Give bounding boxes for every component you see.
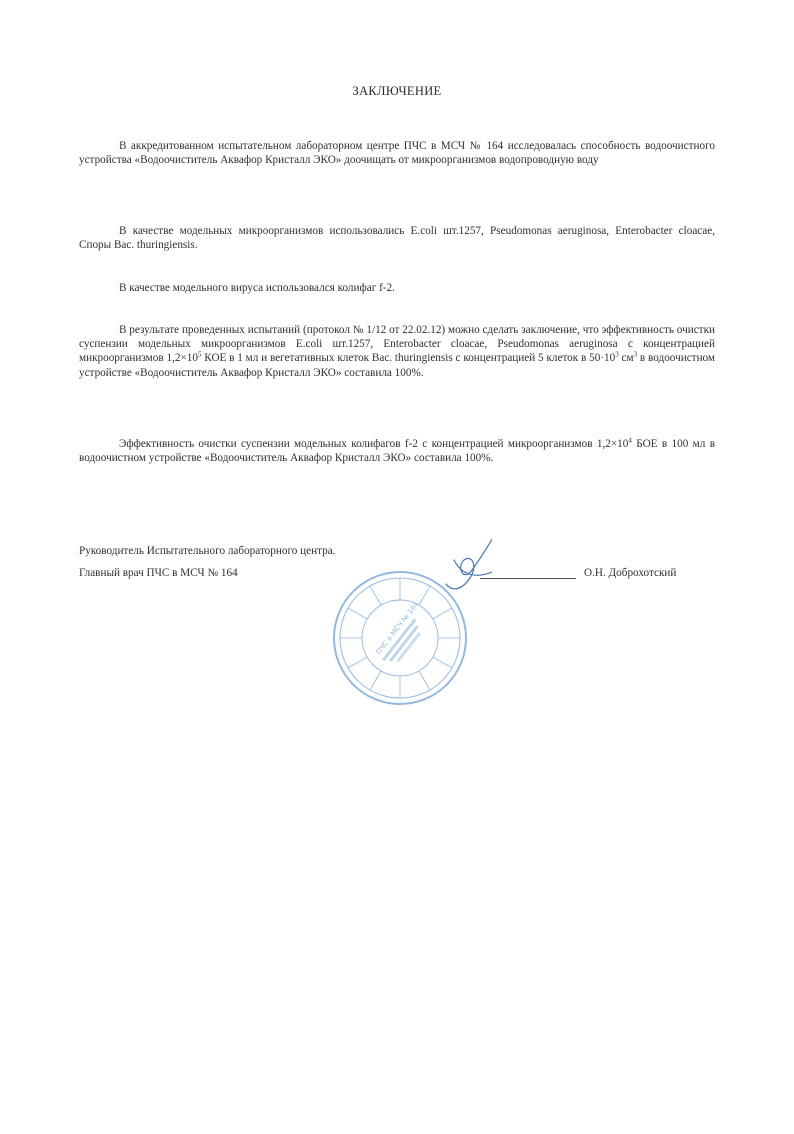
signer-title: Главный врач ПЧС в МСЧ № 164 — [79, 567, 238, 579]
coliphage-sup-1: 4 — [628, 436, 632, 445]
official-stamp — [322, 520, 492, 710]
coliphage-text-1: Эффективность очистки суспензии модельных колифагов f-2 с концентрацией микроорганизмов 1,2×10 — [119, 438, 629, 450]
results-sup-2: 3 — [615, 350, 619, 359]
signer-name: О.Н. Доброхотский — [584, 567, 677, 579]
paragraph-virus: В качестве модельного вируса использовался колифаг f-2. — [119, 282, 395, 294]
results-text-2: КОЕ в 1 мл и вегетативных клеток Bac. thuringiensis с концентрацией 5 клеток в 50·10 — [201, 352, 616, 365]
paragraph-coliphage-results — [79, 437, 715, 465]
signer-position: Руководитель Испытательного лабораторного центра. — [79, 545, 336, 557]
stamp-text: ПЧС в МСЧ № 164 — [374, 600, 421, 657]
signature-line — [480, 578, 576, 579]
results-text-1: В результате проведенных испытаний (протокол № 1/12 от 22.02.12) можно сделать заключение, что эффективность очистки суспензии модельных микроорганизмов E.coli шт.1257, Enterobacter cloacae, Pseudomonas aeruginosa с концентрацией микроорганизмов 1,2×10 — [79, 324, 715, 365]
paragraph-microorganisms: В качестве модельных микроорганизмов использовались E.coli шт.1257, Pseudomonas aeruginosa, Enterobacter cloacae, Споры Bac. thuringiensis. — [79, 225, 715, 252]
stamp-seal — [334, 572, 466, 704]
document-title: ЗАКЛЮЧЕНИЕ — [352, 84, 442, 98]
coliphage-text-2: БОЕ в 100 мл в водоочистном устройстве «Водоочиститель Аквафор Кристалл ЭКО» составила 100%. — [79, 438, 715, 465]
paragraph-intro: В аккредитованном испытательном лабораторном центре ПЧС в МСЧ № 164 исследовалась способность водоочистного устройства «Водоочиститель Аквафор Кристалл ЭКО» доочищать от микроорганизмов водопроводную воду — [79, 140, 715, 167]
results-text-3: см — [618, 352, 634, 365]
handwritten-signature — [446, 520, 492, 589]
paragraph-results — [79, 323, 715, 380]
results-text-4: в водоочистном устройстве «Водоочиститель Аквафор Кристалл ЭКО» составила 100%. — [79, 352, 716, 379]
results-sup-1: 5 — [197, 350, 202, 359]
results-sup-3: 3 — [633, 350, 638, 359]
